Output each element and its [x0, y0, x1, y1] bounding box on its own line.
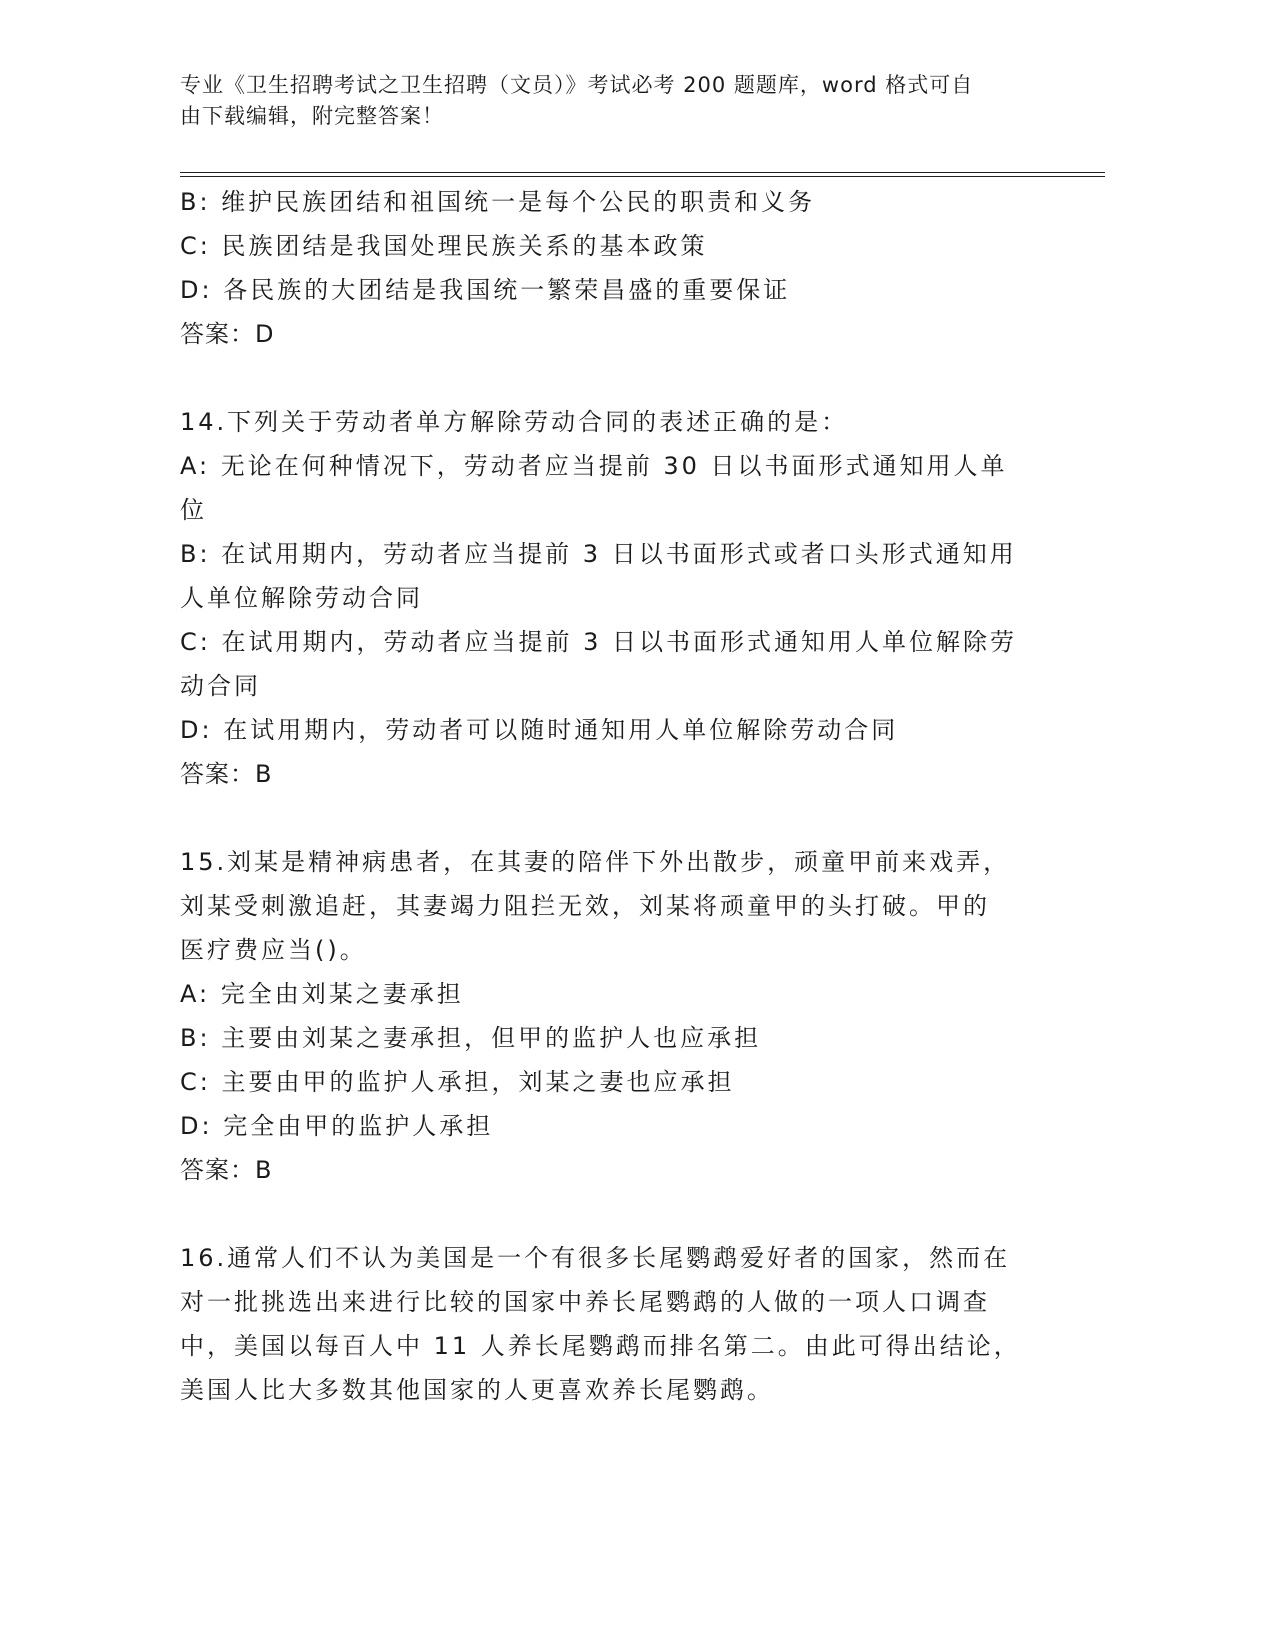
spacer — [180, 1192, 1040, 1236]
q14-option-c-line-2: 动合同 — [180, 672, 261, 700]
document-header — [180, 70, 1040, 132]
q15-option-b: B: 主要由刘某之妻承担，但甲的监护人也应承担 — [180, 1024, 762, 1052]
header-line-2: 由下载编辑，附完整答案！ — [180, 104, 444, 128]
question-13-tail — [180, 180, 1040, 356]
question-16 — [180, 1236, 1040, 1412]
q14-answer: 答案：B — [180, 760, 273, 788]
q16-stem-line-1: 16.通常人们不认为美国是一个有很多长尾鹦鹉爱好者的国家，然而在 — [180, 1244, 1011, 1272]
spacer — [180, 796, 1040, 840]
q14-option-c-line-1: C: 在试用期内，劳动者应当提前 3 日以书面形式通知用人单位解除劳 — [180, 628, 1017, 656]
q14-option-a-line-2: 位 — [180, 496, 207, 524]
q15-stem-line-3: 医疗费应当()。 — [180, 936, 367, 964]
q13-option-b: B: 维护民族团结和祖国统一是每个公民的职责和义务 — [180, 188, 816, 216]
header-rule-top — [180, 172, 1105, 173]
q15-option-c: C: 主要由甲的监护人承担，刘某之妻也应承担 — [180, 1068, 735, 1096]
q14-stem: 14.下列关于劳动者单方解除劳动合同的表述正确的是： — [180, 408, 849, 436]
q15-answer: 答案：B — [180, 1156, 273, 1184]
question-14 — [180, 400, 1040, 796]
header-line-1: 专业《卫生招聘考试之卫生招聘（文员）》考试必考 200 题题库，word 格式可自 — [180, 73, 974, 97]
question-15 — [180, 840, 1040, 1192]
q15-stem-line-2: 刘某受刺激追赶，其妻竭力阻拦无效，刘某将顽童甲的头打破。甲的 — [180, 892, 990, 920]
q13-option-d: D: 各民族的大团结是我国统一繁荣昌盛的重要保证 — [180, 276, 791, 304]
q16-stem-line-4: 美国人比大多数其他国家的人更喜欢养长尾鹦鹉。 — [180, 1376, 774, 1404]
q16-stem-line-3: 中，美国以每百人中 11 人养长尾鹦鹉而排名第二。由此可得出结论， — [180, 1332, 1021, 1360]
spacer — [180, 356, 1040, 400]
q14-option-a-line-1: A: 无论在何种情况下，劳动者应当提前 30 日以书面形式通知用人单 — [180, 452, 1008, 480]
header-rule-bottom — [180, 176, 1105, 177]
question-content — [180, 180, 1040, 1412]
q15-option-a: A: 完全由刘某之妻承担 — [180, 980, 464, 1008]
q14-option-d: D: 在试用期内，劳动者可以随时通知用人单位解除劳动合同 — [180, 716, 899, 744]
q16-stem-line-2: 对一批挑选出来进行比较的国家中养长尾鹦鹉的人做的一项人口调查 — [180, 1288, 990, 1316]
q15-stem-line-1: 15.刘某是精神病患者，在其妻的陪伴下外出散步，顽童甲前来戏弄， — [180, 848, 1011, 876]
q15-option-d: D: 完全由甲的监护人承担 — [180, 1112, 494, 1140]
q14-option-b-line-1: B: 在试用期内，劳动者应当提前 3 日以书面形式或者口头形式通知用 — [180, 540, 1017, 568]
q14-option-b-line-2: 人单位解除劳动合同 — [180, 584, 423, 612]
q13-answer: 答案：D — [180, 320, 275, 348]
q13-option-c: C: 民族团结是我国处理民族关系的基本政策 — [180, 232, 708, 260]
